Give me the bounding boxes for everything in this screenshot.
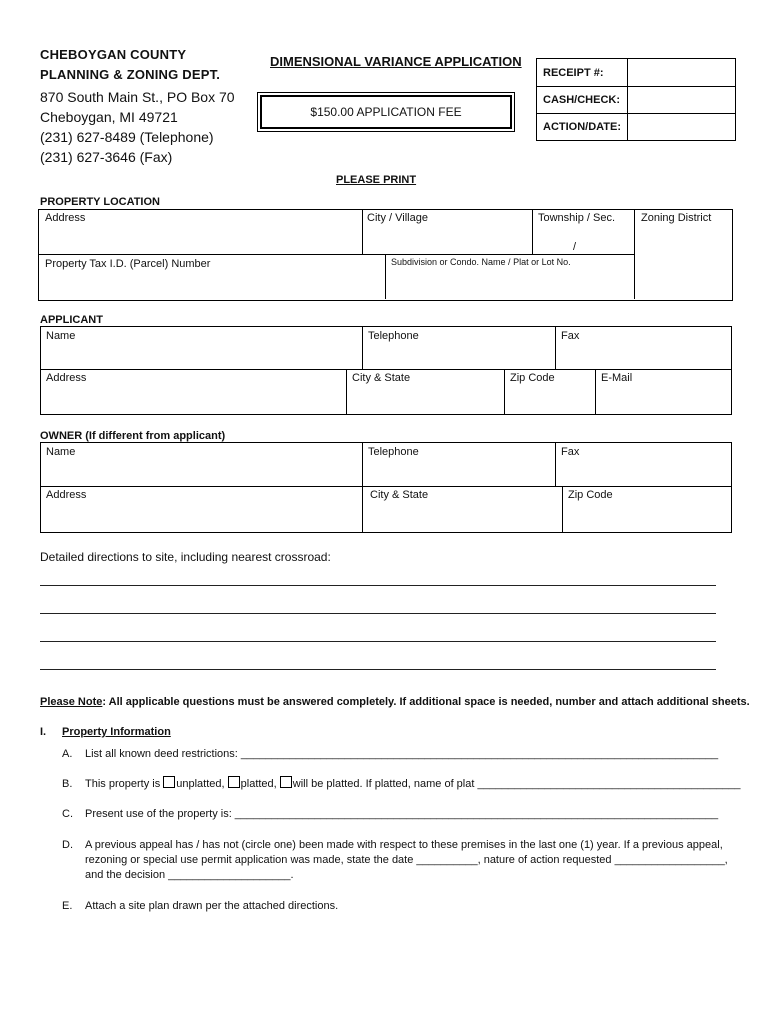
- item-b-letter: B.: [62, 778, 73, 790]
- directions-line-3[interactable]: [40, 641, 716, 642]
- please-note: [40, 696, 750, 708]
- item-a-text: List all known deed restrictions: ______________________________________________________________________________: [85, 748, 719, 760]
- owner-fax-label: Fax: [561, 446, 580, 458]
- applicant-city-state-label: City & State: [352, 372, 411, 384]
- parcel-number-label: Property Tax I.D. (Parcel) Number: [45, 258, 211, 270]
- cash-check-label: CASH/CHECK:: [543, 94, 620, 106]
- township-slash: /: [573, 241, 577, 253]
- applicant-address-label: Address: [46, 372, 87, 384]
- cash-check-field[interactable]: [628, 87, 736, 114]
- platted-checkbox[interactable]: [228, 776, 240, 788]
- directions-line-1[interactable]: [40, 585, 716, 586]
- org-address1: 870 South Main St., PO Box 70: [40, 89, 235, 105]
- item-d-line3: and the decision ____________________.: [85, 869, 294, 881]
- org-name-line1: CHEBOYGAN COUNTY: [40, 47, 187, 62]
- item-c-letter: C.: [62, 808, 73, 820]
- owner-name-label: Name: [46, 446, 76, 458]
- receipt-box: [536, 58, 736, 141]
- section1-numeral: I.: [40, 726, 47, 738]
- form-title: DIMENSIONAL VARIANCE APPLICATION: [270, 54, 522, 69]
- action-date-field[interactable]: [628, 114, 736, 141]
- item-c-text: Present use of the property is: _______________________________________________________________________________: [85, 808, 719, 820]
- item-b-text: This property is unplatted, platted, will be platted. If platted, name of plat ___________________________________________: [85, 778, 741, 790]
- applicant-email-label: E-Mail: [601, 372, 633, 384]
- applicant-fax-label: Fax: [561, 330, 580, 342]
- subdivision-label: Subdivision or Condo. Name / Plat or Lot No.: [391, 257, 571, 267]
- owner-address-label: Address: [46, 489, 87, 501]
- applicant-heading: APPLICANT: [40, 314, 103, 326]
- item-e-letter: E.: [62, 900, 73, 912]
- item-d-line2: rezoning or special use permit application was made, state the date __________, nature of action requested __________________,: [85, 854, 728, 866]
- will-be-platted-checkbox[interactable]: [280, 776, 292, 788]
- section1-title: Property Information: [62, 726, 171, 738]
- property-address-label: Address: [45, 212, 86, 224]
- item-e-text: Attach a site plan drawn per the attached directions.: [85, 900, 339, 912]
- please-note-label: Please Note: [40, 696, 103, 708]
- directions-line-4[interactable]: [40, 669, 716, 670]
- org-phone: (231) 627-8489 (Telephone): [40, 129, 214, 145]
- owner-telephone-label: Telephone: [368, 446, 419, 458]
- please-print: PLEASE PRINT: [336, 174, 417, 186]
- receipt-field[interactable]: [628, 59, 736, 87]
- org-address2: Cheboygan, MI 49721: [40, 109, 178, 125]
- fee-box: [257, 92, 515, 132]
- owner-zip-label: Zip Code: [568, 489, 613, 501]
- applicant-name-label: Name: [46, 330, 76, 342]
- org-fax: (231) 627-3646 (Fax): [40, 149, 173, 165]
- fee-text: $150.00 APPLICATION FEE: [310, 105, 462, 119]
- org-name-line2: PLANNING & ZONING DEPT.: [40, 67, 221, 82]
- applicant-telephone-label: Telephone: [368, 330, 419, 342]
- applicant-zip-label: Zip Code: [510, 372, 555, 384]
- property-location-heading: PROPERTY LOCATION: [40, 196, 160, 208]
- item-d-letter: D.: [62, 839, 73, 851]
- please-note-text: : All applicable questions must be answered completely. If additional space is needed, number and attach additional sheets.: [102, 696, 750, 708]
- directions-line-2[interactable]: [40, 613, 716, 614]
- city-village-label: City / Village: [367, 212, 428, 224]
- unplatted-checkbox[interactable]: [163, 776, 175, 788]
- directions-label: Detailed directions to site, including nearest crossroad:: [40, 550, 331, 564]
- item-d-line1: A previous appeal has / has not (circle one) been made with respect to these premises in the last one (1) year. If a previous appeal,: [85, 839, 723, 851]
- owner-heading: OWNER (If different from applicant): [40, 430, 226, 442]
- action-date-label: ACTION/DATE:: [543, 121, 622, 133]
- township-sec-label: Township / Sec.: [538, 212, 616, 224]
- item-a-letter: A.: [62, 748, 73, 760]
- zoning-district-label: Zoning District: [641, 212, 712, 224]
- owner-city-state-label: City & State: [370, 489, 429, 501]
- receipt-label: RECEIPT #:: [543, 66, 604, 79]
